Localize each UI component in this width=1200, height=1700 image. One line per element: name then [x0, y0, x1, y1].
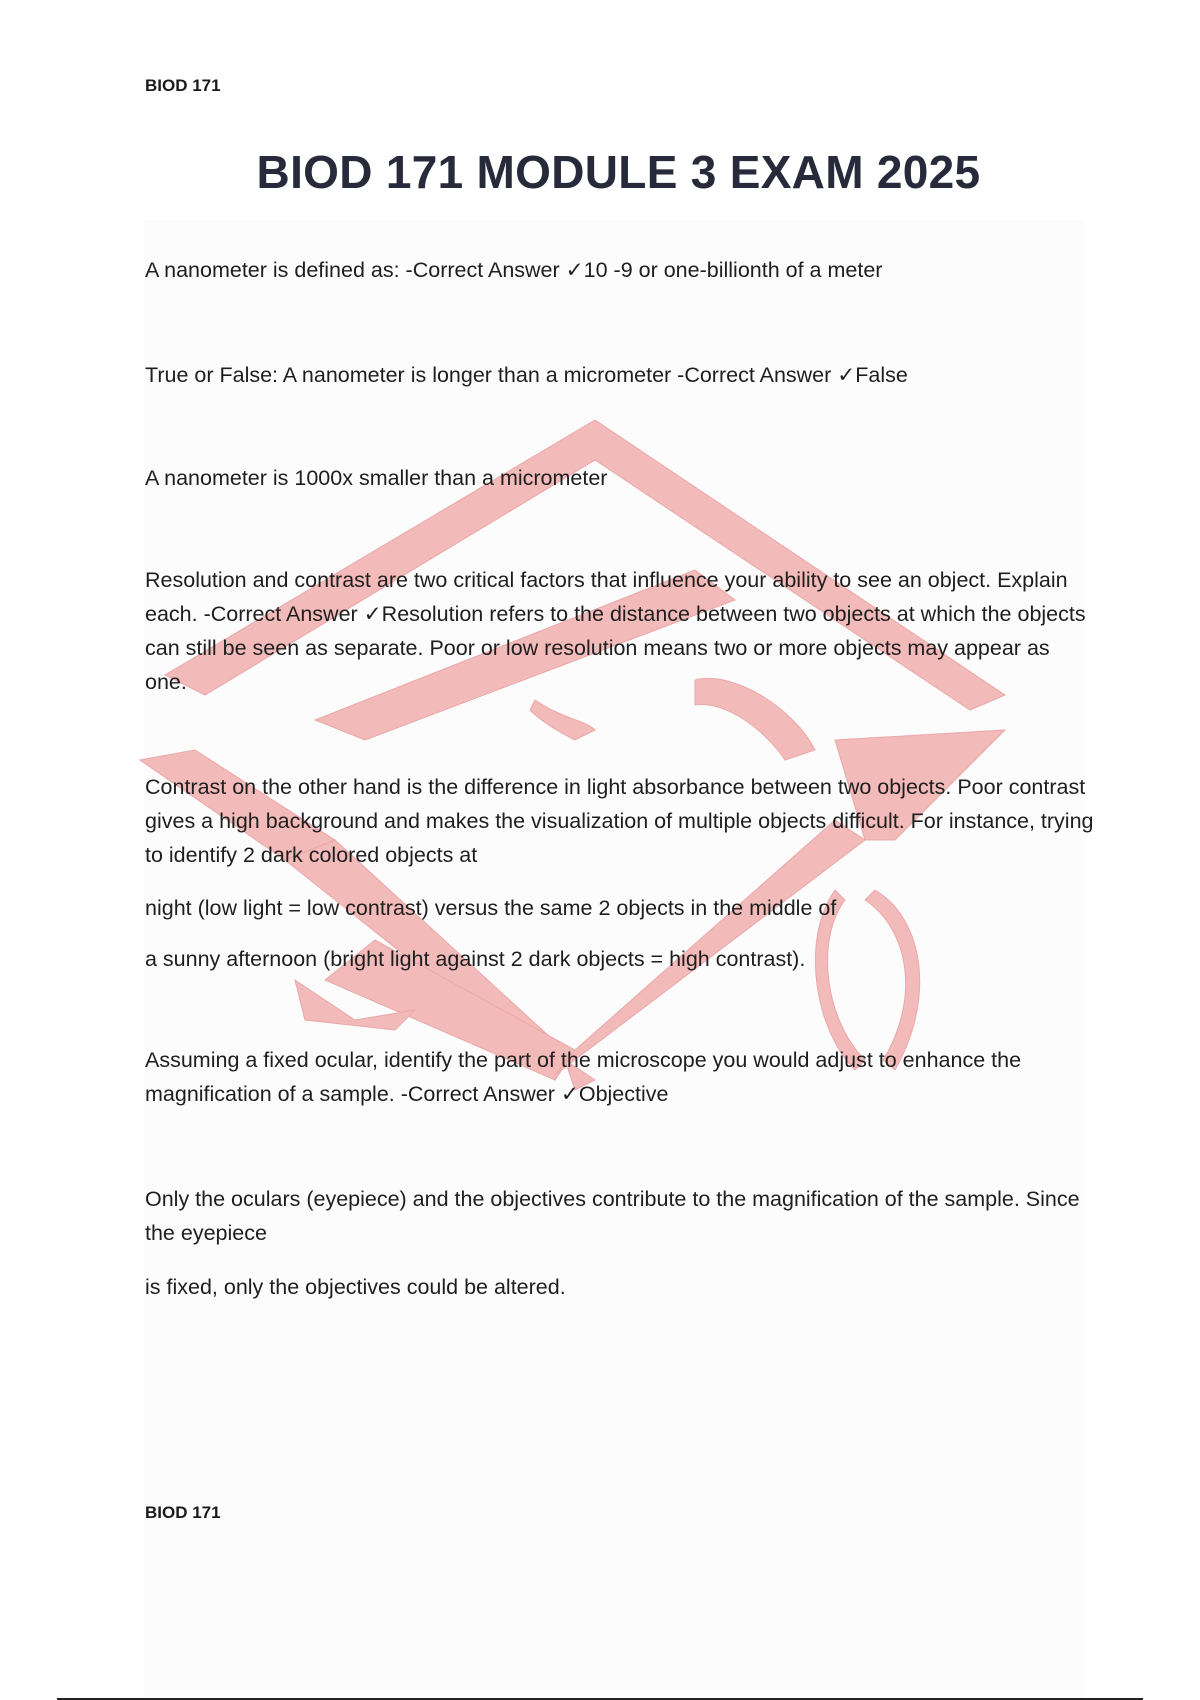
question-microscope-magnification: Assuming a fixed ocular, identify the part of the microscope you would adjust to enhance the magnification of a sample. -Correct Answer ✓Objective [145, 1048, 1022, 1106]
paragraph-objectives-altered: is fixed, only the objectives could be altered. [145, 1275, 566, 1299]
page-header: BIOD 171 [145, 76, 221, 95]
paragraph-contrast-explanation: Contrast on the other hand is the difference in light absorbance between two objects. Poor contrast gives a high background and makes the visualization of multiple objects difficult. For instance, trying to identify 2 dark colored objects at [145, 775, 1094, 867]
paragraph-contrast-night: night (low light = low contrast) versus the same 2 objects in the middle of [145, 896, 837, 920]
page-footer: BIOD 171 [145, 1503, 221, 1522]
question-nanometer-definition: A nanometer is defined as: -Correct Answer ✓10 -9 or one-billionth of a meter [145, 258, 883, 282]
page-title: BIOD 171 MODULE 3 EXAM 2025 [256, 146, 981, 198]
note-nanometer-size: A nanometer is 1000x smaller than a micrometer [145, 466, 608, 490]
paragraph-contrast-afternoon: a sunny afternoon (bright light against 2 dark objects = high contrast). [145, 947, 806, 971]
question-resolution-contrast: Resolution and contrast are two critical factors that influence your ability to see an object. Explain each. -Correct Answer ✓Resolution refers to the distance between two objects at which the objects can still be seen as separate. Poor or low resolution means two or more objects may appear as one. [145, 568, 1086, 694]
question-nanometer-true-false: True or False: A nanometer is longer than a micrometer -Correct Answer ✓False [145, 363, 908, 387]
paragraph-magnification-explanation: Only the oculars (eyepiece) and the objectives contribute to the magnification of the sample. Since the eyepiece [145, 1187, 1080, 1245]
